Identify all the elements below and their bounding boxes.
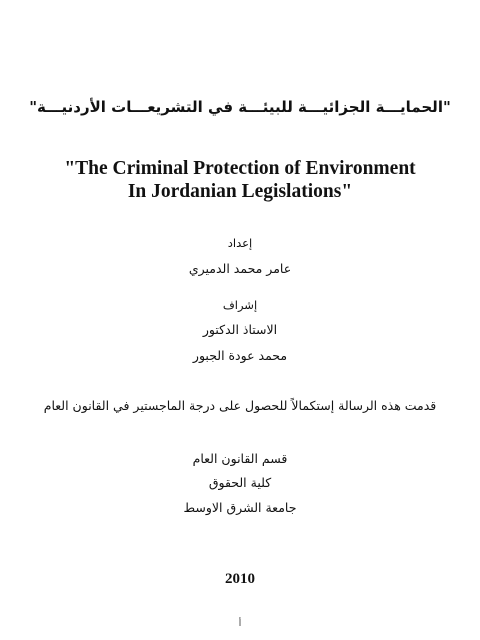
supervision-label: إشراف [222, 298, 258, 312]
supervisor-title: الاستاذ الدكتور [202, 322, 278, 337]
submission-statement: قدمت هذه الرسالة إستكمالاً للحصول على درجة الماجستير في القانون العام [43, 398, 437, 413]
year: 2010 [225, 571, 255, 587]
english-title-line-2: In Jordanian Legislations" [127, 181, 353, 202]
author-name: عامر محمد الدميري [188, 261, 292, 276]
department-name: قسم القانون العام [192, 451, 288, 466]
university-name: جامعة الشرق الاوسط [183, 500, 297, 515]
english-title-line-1: "The Criminal Protection of Environment [64, 158, 416, 179]
faculty-name: كلية الحقوق [208, 475, 272, 490]
arabic-title: "الحمايـــة الجزائيـــة للبيئـــة في التشريعـــات الأردنيـــة" [29, 98, 451, 116]
supervisor-name: محمد عودة الجبور [192, 348, 288, 363]
prepared-by-label: إعداد [227, 236, 253, 250]
page-number: أ [238, 619, 242, 629]
